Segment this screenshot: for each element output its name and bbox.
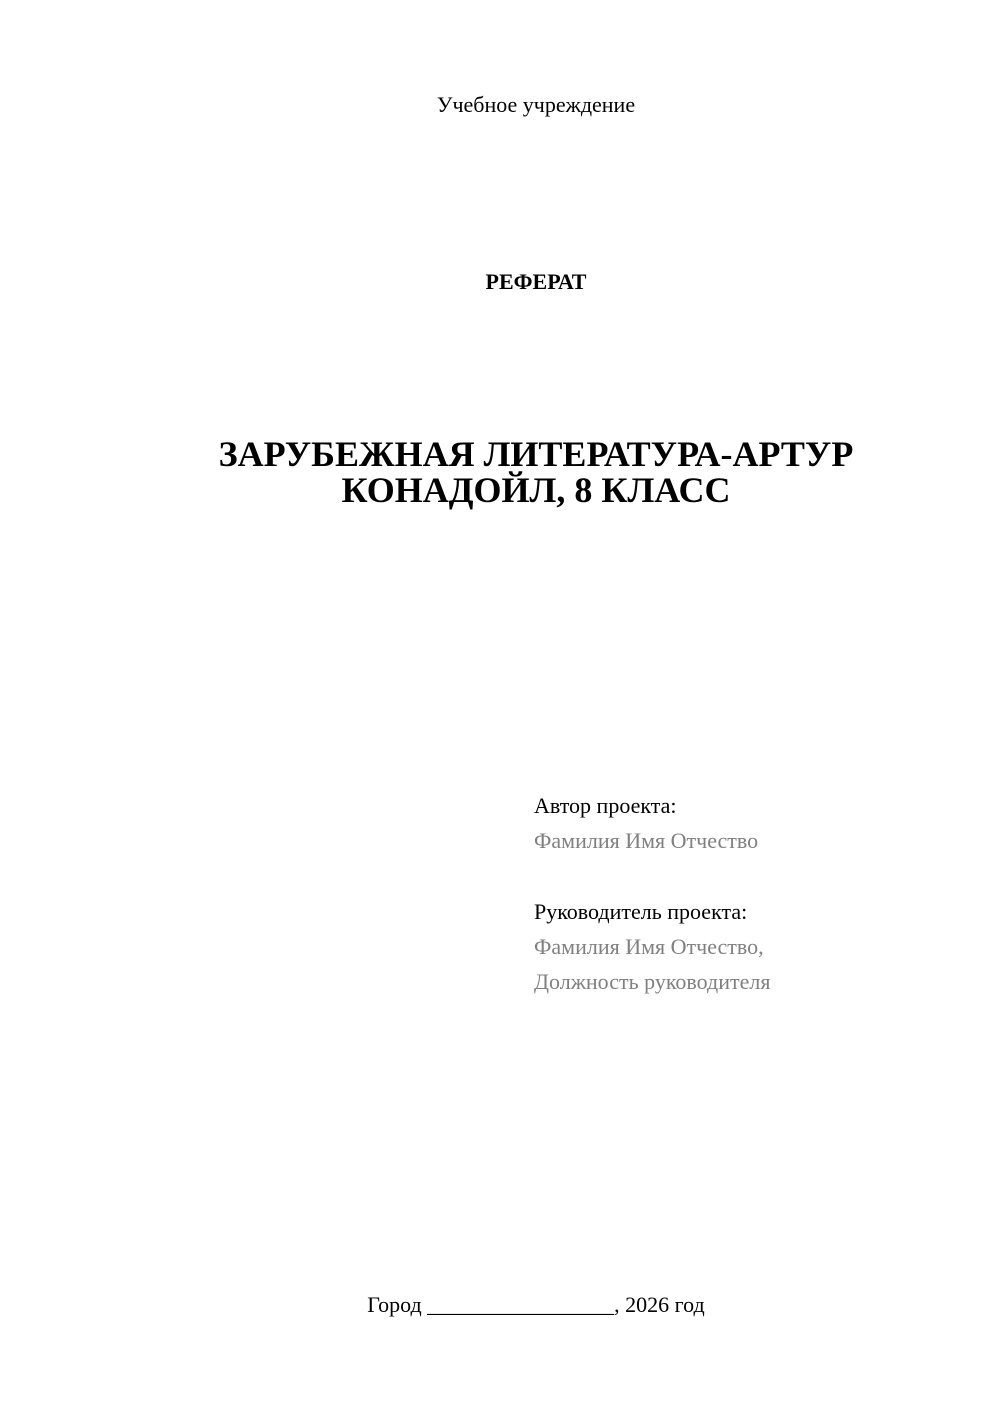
supervisor-label: Руководитель проекта: (534, 899, 748, 924)
info-spacer (534, 858, 770, 894)
title-line-1: ЗАРУБЕЖНАЯ ЛИТЕРАТУРА-АРТУР (218, 434, 854, 474)
supervisor-position: Должность руководителя (534, 969, 771, 994)
author-name: Фамилия Имя Отчество (534, 828, 759, 853)
author-label: Автор проекта: (534, 793, 677, 818)
document-title (0, 436, 1000, 508)
title-line-2: КОНАДОЙЛ, 8 КЛАСС (341, 470, 731, 510)
institution-name: Учебное учреждение (436, 92, 636, 117)
project-info (534, 788, 770, 999)
document-type: РЕФЕРАТ (485, 269, 587, 294)
city-year-line: Город _________________, 2026 год (367, 1292, 705, 1317)
supervisor-name: Фамилия Имя Отчество, (534, 934, 764, 959)
